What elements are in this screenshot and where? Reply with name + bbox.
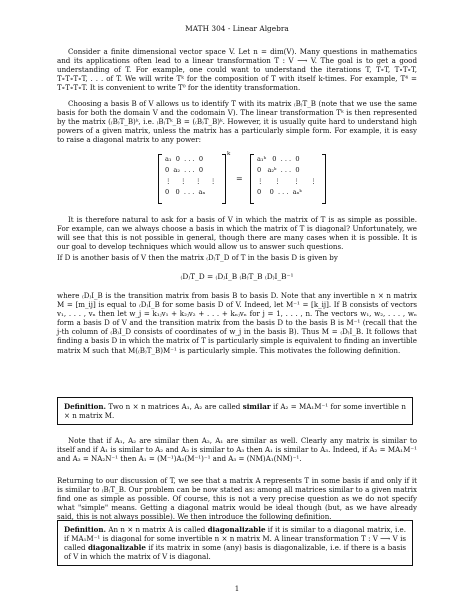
power-exponent: k bbox=[227, 151, 231, 157]
diagonal-matrix-left: a₁ 0 . . . 0 0 a₂ . . . 0 ⋮ ⋮ ⋮ ⋮ 0 0 . . . aₙ bbox=[158, 154, 226, 204]
definition-label: Definition. bbox=[64, 525, 107, 534]
page-header: MATH 304 - Linear Algebra bbox=[185, 24, 289, 33]
paragraph-other-basis: If D is another basis of V then the matrix ₍D₎T_D of T in the basis D is given by bbox=[57, 253, 338, 262]
paragraph-similarity-properties: Note that if A₁, A₂ are similar then A₂, A₁ are similar as well. Clearly any matrix is similar to itself and if A₁ is similar to A₂ and A₂ is similar to A₃ then A₁ is similar to A₃. Indeed, if A₂ = MA₁M⁻¹ and A₃ = NA₂N⁻¹ then A₁ = (M⁻¹)A₂(M⁻¹)⁻¹ and A₃ = (NM)A₁(NM)⁻¹. bbox=[57, 436, 417, 464]
paragraph-returning: Returning to our discussion of T, we see that a matrix A represents T in some basis if and only if it is similar to ₍B₎T_B. Our problem can be now stated as: among all matrices similar to a given matrix find one as simple as possible. Of course, this is not a very precise question as we do not specify what "simple" means. Getting a diagonal matrix would be ideal though (but, as we have already said, this is not always possible). We then introduce the following definition. bbox=[57, 476, 417, 522]
diagonal-matrix-right: a₁ᵏ 0 . . . 0 0 a₂ᵏ . . . 0 ⋮ ⋮ ⋮ ⋮ 0 0 . . . aₙᵏ bbox=[250, 154, 326, 204]
paragraph-transition: where ₍D₎I_B is the transition matrix from basis B to basis D. Note that any invertible n × n matrix M = [m_ij] is equal to ₍D₎I_B for some basis D of V. Indeed, let M⁻¹ = [k_ij]. If B consists of vectors v₁, . . . , vₙ then let w_j = k₁ⱼv₁ + k₂ⱼv₂ + . . . + kₙⱼvₙ for j = 1, . . . , n. The vectors w₁, w₂, . . . , wₙ form a basis D of V and the transition matrix from the basis D to the basis B is M⁻¹ (recall that the j-th column of ₍B₎I_D consists of coordinates of w_j in the basis B). Thus M = ₍D₎I_B. It follows that finding a basis D in which the matrix of T is particularly simple is equivalent to finding an invertible matrix M such that M(₍B₎T_B)M⁻¹ is particularly simple. This motivates the following definition. bbox=[57, 291, 417, 355]
paragraph-basis: Choosing a basis B of V allows us to identify T with its matrix ₍B₎T_B (note that we use the same basis for both the domain V and the codomain V). The linear transformation Tᵏ is then represented by the matrix (₍B₎T_B)ᵏ, i.e. ₍B₎Tᵏ_B = (₍B₎T_B)ᵏ. However, it is usually quite hard to understand high powers of a given matrix, unless the matrix has a particularly simple form. For example, it is easy to raise a diagonal matrix to any power: bbox=[57, 99, 417, 145]
definition-similar-box: Definition. Two n × n matrices A₁, A₂ are called similar if A₂ = MA₁M⁻¹ for some invertible n × n matrix M. bbox=[57, 397, 413, 425]
term-similar: similar bbox=[242, 402, 271, 411]
paragraph-question: It is therefore natural to ask for a basis of V in which the matrix of T is as simple as possible. For example, can we always choose a basis in which the matrix of T is diagonal? Unfortunately, we will see that this is not possible in general, though there are many cases when it is possible. It is our goal to develop techniques which would allow us to answer such questions. bbox=[57, 215, 417, 252]
definition-label: Definition. bbox=[64, 402, 107, 411]
paragraph-intro: Consider a finite dimensional vector space V. Let n = dim(V). Many questions in mathematics and its applications often lead to a linear transformation T : V ⟶ V. The goal is to get a good understanding of T. For example, one could want to understand the iterations T, T∘T, T∘T∘T, T∘T∘T∘T, . . . of T. We will write Tᵏ for the composition of T with itself k-times. For example, T⁴ = T∘T∘T∘T. It is convenient to write T⁰ for the identity transformation. bbox=[57, 47, 417, 93]
term-diagonalizable: diagonalizable bbox=[207, 525, 266, 534]
change-of-basis-formula: ₍D₎T_D = ₍D₎I_B ₍B₎T_B ₍D₎I_B⁻¹ bbox=[180, 272, 294, 281]
term-diagonalizable-transformation: diagonalizable bbox=[87, 543, 146, 553]
page-number: 1 bbox=[234, 584, 240, 593]
definition-diagonalizable-box: Definition. An n × n matrix A is called diagonalizable if it is similar to a diagonal matrix, i.e. if MA₁M⁻¹ is diagonal for some invertible n × n matrix M. A linear transformation T : V ⟶ V is called diagonalizable if its matrix in some (any) basis is diagonalizable, i.e. if there is a basis of V in which the matrix of V is diagonal. bbox=[57, 520, 413, 566]
diagonal-power-equation bbox=[0, 151, 474, 210]
equals-sign: = bbox=[236, 174, 243, 183]
